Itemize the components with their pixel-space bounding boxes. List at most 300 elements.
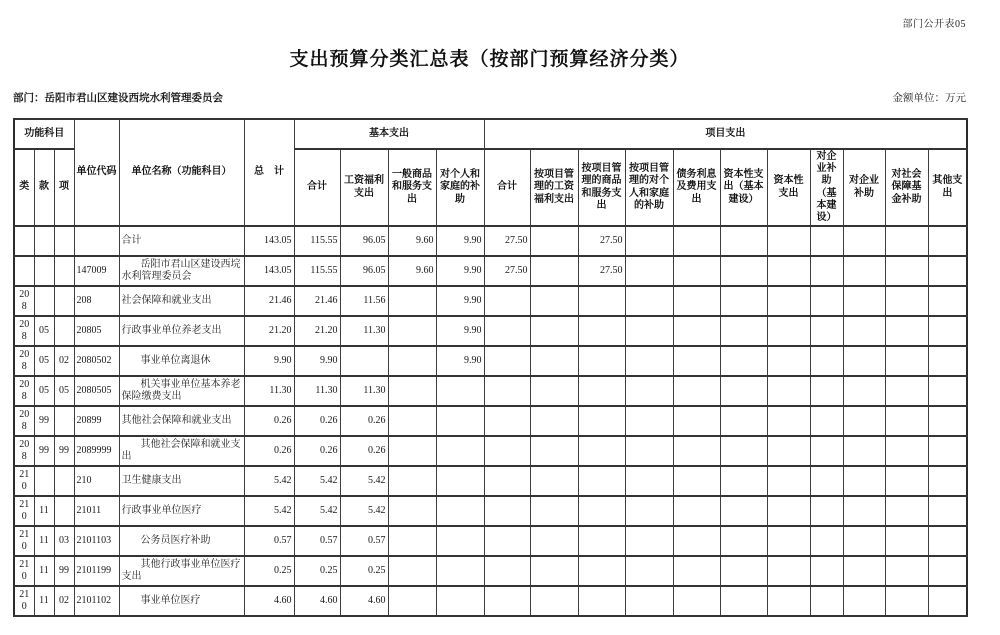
cell-project-goods-services <box>578 466 625 496</box>
cell-xiang: 02 <box>54 346 74 376</box>
cell-project-enterprise-subsidy <box>843 226 885 256</box>
cell-project-enterprise-subsidy-basic-construction <box>810 316 843 346</box>
cell-xiang: 99 <box>54 436 74 466</box>
cell-project-individual-family <box>625 376 673 406</box>
cell-project-individual-family <box>625 256 673 286</box>
cell-project-wage-welfare <box>530 556 578 586</box>
cell-project-subtotal <box>484 286 530 316</box>
cell-project-goods-services <box>578 496 625 526</box>
cell-unit-code: 210 <box>74 466 119 496</box>
cell-project-other <box>928 376 967 406</box>
table-row <box>14 586 967 616</box>
cell-project-capital-basic-construction <box>720 286 767 316</box>
cell-basic-subtotal: 115.55 <box>294 256 340 286</box>
cell-project-wage-welfare <box>530 286 578 316</box>
cell-project-capital-basic-construction <box>720 466 767 496</box>
cell-project-enterprise-subsidy <box>843 586 885 616</box>
cell-project-other <box>928 466 967 496</box>
header-project-expenditure: 项目支出 <box>484 119 967 149</box>
header-basic-wage-welfare: 工资福利支出 <box>340 149 388 226</box>
cell-basic-goods-services <box>388 376 436 406</box>
cell-unit-name: 合计 <box>119 226 244 256</box>
cell-xiang: 02 <box>54 586 74 616</box>
cell-basic-subtotal: 4.60 <box>294 586 340 616</box>
cell-project-wage-welfare <box>530 586 578 616</box>
cell-lei: 208 <box>14 406 34 436</box>
cell-project-other <box>928 226 967 256</box>
cell-project-wage-welfare <box>530 316 578 346</box>
cell-unit-code: 2101103 <box>74 526 119 556</box>
cell-project-enterprise-subsidy <box>843 526 885 556</box>
header-project-individual-family: 按项目管理的对个人和家庭的补助 <box>625 149 673 226</box>
header-basic-goods-services: 一般商品和服务支出 <box>388 149 436 226</box>
cell-project-capital-basic-construction <box>720 406 767 436</box>
cell-basic-wage-welfare: 11.56 <box>340 286 388 316</box>
cell-lei <box>14 256 34 286</box>
cell-project-enterprise-subsidy <box>843 556 885 586</box>
cell-project-goods-services <box>578 586 625 616</box>
cell-project-social-security-fund-subsidy <box>885 496 928 526</box>
cell-basic-individual-family <box>436 496 484 526</box>
cell-basic-wage-welfare: 11.30 <box>340 376 388 406</box>
table-row <box>14 466 967 496</box>
cell-unit-name: 其他社会保障和就业支出 <box>119 436 244 466</box>
cell-lei: 210 <box>14 526 34 556</box>
header-kuan: 款 <box>34 149 54 226</box>
cell-project-capital-basic-construction <box>720 346 767 376</box>
cell-project-individual-family <box>625 316 673 346</box>
header-project-debt-interest: 债务利息及费用支出 <box>673 149 720 226</box>
cell-project-capital <box>767 226 810 256</box>
cell-project-goods-services: 27.50 <box>578 226 625 256</box>
cell-total: 11.30 <box>244 376 294 406</box>
cell-unit-code <box>74 226 119 256</box>
header-functional-subject: 功能科目 <box>14 119 74 149</box>
cell-basic-individual-family: 9.90 <box>436 286 484 316</box>
header-unit-name: 单位名称（功能科目） <box>119 119 244 226</box>
header-project-capital-basic-construction: 资本性支出（基本建设） <box>720 149 767 226</box>
cell-project-other <box>928 316 967 346</box>
cell-basic-individual-family: 9.90 <box>436 346 484 376</box>
cell-project-enterprise-subsidy-basic-construction <box>810 436 843 466</box>
header-grand-total: 总 计 <box>244 119 294 226</box>
cell-project-wage-welfare <box>530 526 578 556</box>
cell-project-wage-welfare <box>530 226 578 256</box>
cell-basic-subtotal: 21.46 <box>294 286 340 316</box>
header-lei: 类 <box>14 149 34 226</box>
cell-project-goods-services <box>578 346 625 376</box>
cell-project-capital <box>767 496 810 526</box>
cell-basic-goods-services <box>388 526 436 556</box>
cell-project-debt-interest <box>673 286 720 316</box>
cell-basic-goods-services <box>388 316 436 346</box>
cell-project-social-security-fund-subsidy <box>885 286 928 316</box>
cell-kuan <box>34 226 54 256</box>
cell-basic-wage-welfare: 5.42 <box>340 496 388 526</box>
cell-project-subtotal: 27.50 <box>484 256 530 286</box>
table-row <box>14 226 967 256</box>
cell-project-capital <box>767 466 810 496</box>
cell-project-capital-basic-construction <box>720 556 767 586</box>
cell-basic-goods-services: 9.60 <box>388 256 436 286</box>
cell-project-enterprise-subsidy-basic-construction <box>810 226 843 256</box>
cell-project-other <box>928 556 967 586</box>
header-xiang: 项 <box>54 149 74 226</box>
cell-project-enterprise-subsidy <box>843 376 885 406</box>
cell-project-social-security-fund-subsidy <box>885 406 928 436</box>
cell-project-subtotal <box>484 316 530 346</box>
cell-project-goods-services <box>578 436 625 466</box>
cell-project-enterprise-subsidy <box>843 496 885 526</box>
cell-kuan: 05 <box>34 316 54 346</box>
cell-project-social-security-fund-subsidy <box>885 466 928 496</box>
cell-basic-individual-family: 9.90 <box>436 226 484 256</box>
cell-kuan <box>34 286 54 316</box>
cell-project-social-security-fund-subsidy <box>885 346 928 376</box>
cell-project-goods-services <box>578 376 625 406</box>
cell-project-debt-interest <box>673 256 720 286</box>
cell-project-social-security-fund-subsidy <box>885 586 928 616</box>
cell-project-capital <box>767 436 810 466</box>
cell-lei: 208 <box>14 346 34 376</box>
cell-project-capital <box>767 376 810 406</box>
cell-project-wage-welfare <box>530 406 578 436</box>
header-project-enterprise-subsidy-basic-construction: 对企业补助（基本建设） <box>810 149 843 226</box>
cell-unit-code: 2101102 <box>74 586 119 616</box>
cell-project-individual-family <box>625 466 673 496</box>
cell-project-enterprise-subsidy-basic-construction <box>810 496 843 526</box>
cell-project-enterprise-subsidy-basic-construction <box>810 256 843 286</box>
cell-basic-wage-welfare: 0.25 <box>340 556 388 586</box>
cell-total: 143.05 <box>244 256 294 286</box>
cell-project-social-security-fund-subsidy <box>885 256 928 286</box>
cell-lei: 210 <box>14 586 34 616</box>
cell-project-goods-services: 27.50 <box>578 256 625 286</box>
cell-project-capital-basic-construction <box>720 256 767 286</box>
cell-basic-subtotal: 0.26 <box>294 406 340 436</box>
cell-basic-subtotal: 21.20 <box>294 316 340 346</box>
cell-unit-name: 行政事业单位医疗 <box>119 496 244 526</box>
cell-total: 143.05 <box>244 226 294 256</box>
cell-project-enterprise-subsidy <box>843 316 885 346</box>
cell-basic-individual-family <box>436 436 484 466</box>
cell-project-capital-basic-construction <box>720 376 767 406</box>
table-row <box>14 346 967 376</box>
cell-project-social-security-fund-subsidy <box>885 556 928 586</box>
cell-project-capital-basic-construction <box>720 526 767 556</box>
cell-unit-name: 公务员医疗补助 <box>119 526 244 556</box>
cell-project-capital <box>767 586 810 616</box>
cell-xiang: 99 <box>54 556 74 586</box>
header-basic-individual-family: 对个人和家庭的补助 <box>436 149 484 226</box>
cell-xiang <box>54 226 74 256</box>
cell-unit-name: 岳阳市君山区建设西垸水利管理委员会 <box>119 256 244 286</box>
header-unit-code: 单位代码 <box>74 119 119 226</box>
cell-project-individual-family <box>625 286 673 316</box>
cell-basic-subtotal: 11.30 <box>294 376 340 406</box>
cell-project-debt-interest <box>673 376 720 406</box>
table-row <box>14 316 967 346</box>
cell-basic-goods-services <box>388 346 436 376</box>
meta-row <box>13 90 966 105</box>
cell-basic-individual-family: 9.90 <box>436 256 484 286</box>
cell-project-subtotal <box>484 346 530 376</box>
cell-basic-individual-family <box>436 376 484 406</box>
cell-project-subtotal: 27.50 <box>484 226 530 256</box>
cell-unit-code: 2080502 <box>74 346 119 376</box>
cell-unit-code: 2101199 <box>74 556 119 586</box>
cell-project-capital <box>767 526 810 556</box>
cell-project-wage-welfare <box>530 496 578 526</box>
table-row <box>14 526 967 556</box>
cell-project-subtotal <box>484 556 530 586</box>
cell-project-capital <box>767 406 810 436</box>
cell-project-other <box>928 256 967 286</box>
cell-xiang <box>54 286 74 316</box>
cell-lei: 210 <box>14 496 34 526</box>
cell-project-capital <box>767 556 810 586</box>
table-row <box>14 406 967 436</box>
cell-unit-code: 20805 <box>74 316 119 346</box>
cell-basic-individual-family <box>436 556 484 586</box>
header-project-other: 其他支出 <box>928 149 967 226</box>
header-project-capital: 资本性支出 <box>767 149 810 226</box>
cell-project-other <box>928 436 967 466</box>
cell-project-capital <box>767 286 810 316</box>
cell-project-other <box>928 586 967 616</box>
cell-basic-individual-family: 9.90 <box>436 316 484 346</box>
cell-project-wage-welfare <box>530 346 578 376</box>
cell-lei: 208 <box>14 316 34 346</box>
cell-project-other <box>928 286 967 316</box>
table-row <box>14 376 967 406</box>
cell-project-subtotal <box>484 586 530 616</box>
cell-project-individual-family <box>625 586 673 616</box>
cell-project-subtotal <box>484 526 530 556</box>
cell-project-individual-family <box>625 496 673 526</box>
cell-total: 0.26 <box>244 436 294 466</box>
cell-project-capital-basic-construction <box>720 226 767 256</box>
cell-total: 9.90 <box>244 346 294 376</box>
cell-total: 21.20 <box>244 316 294 346</box>
cell-project-wage-welfare <box>530 466 578 496</box>
cell-project-social-security-fund-subsidy <box>885 226 928 256</box>
cell-project-debt-interest <box>673 556 720 586</box>
cell-project-other <box>928 496 967 526</box>
cell-basic-goods-services: 9.60 <box>388 226 436 256</box>
cell-basic-goods-services <box>388 286 436 316</box>
cell-project-enterprise-subsidy <box>843 286 885 316</box>
cell-basic-subtotal: 0.57 <box>294 526 340 556</box>
cell-kuan: 99 <box>34 436 54 466</box>
cell-basic-wage-welfare: 0.26 <box>340 436 388 466</box>
header-project-subtotal: 合计 <box>484 149 530 226</box>
cell-kuan: 11 <box>34 586 54 616</box>
cell-basic-wage-welfare: 0.57 <box>340 526 388 556</box>
cell-lei: 208 <box>14 286 34 316</box>
cell-unit-name: 事业单位离退休 <box>119 346 244 376</box>
cell-lei: 210 <box>14 466 34 496</box>
cell-unit-name: 其他社会保障和就业支出 <box>119 406 244 436</box>
cell-project-individual-family <box>625 526 673 556</box>
page-title: 支出预算分类汇总表（按部门预算经济分类） <box>289 49 690 70</box>
cell-basic-subtotal: 0.25 <box>294 556 340 586</box>
cell-project-debt-interest <box>673 406 720 436</box>
cell-basic-wage-welfare: 5.42 <box>340 466 388 496</box>
header-project-goods-services: 按项目管理的商品和服务支出 <box>578 149 625 226</box>
cell-unit-name: 行政事业单位养老支出 <box>119 316 244 346</box>
cell-basic-individual-family <box>436 466 484 496</box>
cell-project-debt-interest <box>673 586 720 616</box>
table-row <box>14 556 967 586</box>
cell-basic-individual-family <box>436 406 484 436</box>
cell-unit-name: 机关事业单位基本养老保险缴费支出 <box>119 376 244 406</box>
cell-project-social-security-fund-subsidy <box>885 376 928 406</box>
cell-basic-goods-services <box>388 586 436 616</box>
cell-project-wage-welfare <box>530 436 578 466</box>
cell-project-debt-interest <box>673 466 720 496</box>
cell-project-capital-basic-construction <box>720 496 767 526</box>
cell-project-social-security-fund-subsidy <box>885 436 928 466</box>
cell-xiang: 05 <box>54 376 74 406</box>
cell-kuan <box>34 256 54 286</box>
cell-project-enterprise-subsidy <box>843 406 885 436</box>
cell-xiang <box>54 256 74 286</box>
cell-total: 0.57 <box>244 526 294 556</box>
cell-project-subtotal <box>484 496 530 526</box>
cell-project-other <box>928 346 967 376</box>
cell-project-capital-basic-construction <box>720 436 767 466</box>
cell-basic-wage-welfare: 11.30 <box>340 316 388 346</box>
cell-basic-goods-services <box>388 466 436 496</box>
cell-project-goods-services <box>578 316 625 346</box>
cell-project-capital <box>767 316 810 346</box>
cell-unit-name: 卫生健康支出 <box>119 466 244 496</box>
cell-kuan <box>34 466 54 496</box>
cell-project-goods-services <box>578 556 625 586</box>
cell-unit-name: 事业单位医疗 <box>119 586 244 616</box>
cell-basic-goods-services <box>388 556 436 586</box>
cell-basic-wage-welfare: 96.05 <box>340 256 388 286</box>
cell-kuan: 11 <box>34 556 54 586</box>
cell-project-debt-interest <box>673 526 720 556</box>
cell-basic-subtotal: 5.42 <box>294 466 340 496</box>
cell-total: 4.60 <box>244 586 294 616</box>
cell-basic-wage-welfare <box>340 346 388 376</box>
cell-project-enterprise-subsidy <box>843 436 885 466</box>
cell-project-subtotal <box>484 466 530 496</box>
cell-basic-goods-services <box>388 436 436 466</box>
cell-project-enterprise-subsidy <box>843 346 885 376</box>
cell-xiang <box>54 496 74 526</box>
cell-project-enterprise-subsidy-basic-construction <box>810 526 843 556</box>
cell-project-debt-interest <box>673 496 720 526</box>
cell-kuan: 11 <box>34 526 54 556</box>
cell-kuan: 05 <box>34 346 54 376</box>
cell-basic-subtotal: 5.42 <box>294 496 340 526</box>
cell-unit-code: 2089999 <box>74 436 119 466</box>
cell-unit-code: 21011 <box>74 496 119 526</box>
header-project-wage-welfare: 按项目管理的工资福利支出 <box>530 149 578 226</box>
cell-basic-individual-family <box>436 526 484 556</box>
cell-total: 0.25 <box>244 556 294 586</box>
cell-project-capital <box>767 346 810 376</box>
cell-xiang: 03 <box>54 526 74 556</box>
cell-basic-wage-welfare: 0.26 <box>340 406 388 436</box>
cell-project-enterprise-subsidy <box>843 466 885 496</box>
cell-project-individual-family <box>625 556 673 586</box>
table-row <box>14 286 967 316</box>
doc-label: 部门公开表05 <box>902 19 966 30</box>
cell-project-capital-basic-construction <box>720 586 767 616</box>
cell-lei: 208 <box>14 436 34 466</box>
cell-xiang <box>54 406 74 436</box>
header-basic-expenditure: 基本支出 <box>294 119 484 149</box>
table-row <box>14 496 967 526</box>
cell-project-enterprise-subsidy-basic-construction <box>810 586 843 616</box>
amount-unit-label: 金额单位：万元 <box>892 93 966 104</box>
cell-project-debt-interest <box>673 436 720 466</box>
cell-project-debt-interest <box>673 226 720 256</box>
cell-project-enterprise-subsidy-basic-construction <box>810 406 843 436</box>
cell-project-wage-welfare <box>530 376 578 406</box>
cell-basic-individual-family <box>436 586 484 616</box>
cell-project-capital <box>767 256 810 286</box>
cell-unit-code: 2080505 <box>74 376 119 406</box>
cell-unit-name: 其他行政事业单位医疗支出 <box>119 556 244 586</box>
table-row <box>14 436 967 466</box>
cell-project-subtotal <box>484 376 530 406</box>
header-project-social-security-fund-subsidy: 对社会保障基金补助 <box>885 149 928 226</box>
cell-project-individual-family <box>625 346 673 376</box>
cell-basic-subtotal: 9.90 <box>294 346 340 376</box>
cell-total: 5.42 <box>244 496 294 526</box>
cell-project-goods-services <box>578 526 625 556</box>
cell-project-subtotal <box>484 406 530 436</box>
cell-project-enterprise-subsidy-basic-construction <box>810 346 843 376</box>
table-row <box>14 256 967 286</box>
cell-project-enterprise-subsidy <box>843 256 885 286</box>
cell-basic-wage-welfare: 4.60 <box>340 586 388 616</box>
cell-basic-goods-services <box>388 406 436 436</box>
cell-project-enterprise-subsidy-basic-construction <box>810 466 843 496</box>
cell-kuan: 05 <box>34 376 54 406</box>
cell-project-capital-basic-construction <box>720 316 767 346</box>
cell-total: 21.46 <box>244 286 294 316</box>
cell-project-other <box>928 406 967 436</box>
cell-basic-wage-welfare: 96.05 <box>340 226 388 256</box>
cell-lei: 210 <box>14 556 34 586</box>
cell-project-enterprise-subsidy-basic-construction <box>810 376 843 406</box>
cell-unit-name: 社会保障和就业支出 <box>119 286 244 316</box>
cell-project-enterprise-subsidy-basic-construction <box>810 556 843 586</box>
cell-kuan: 11 <box>34 496 54 526</box>
cell-lei: 208 <box>14 376 34 406</box>
cell-project-individual-family <box>625 406 673 436</box>
cell-project-enterprise-subsidy-basic-construction <box>810 286 843 316</box>
cell-project-individual-family <box>625 226 673 256</box>
header-basic-subtotal: 合计 <box>294 149 340 226</box>
cell-kuan: 99 <box>34 406 54 436</box>
budget-table <box>13 118 968 617</box>
cell-unit-code: 147009 <box>74 256 119 286</box>
cell-project-other <box>928 526 967 556</box>
cell-xiang <box>54 316 74 346</box>
cell-unit-code: 20899 <box>74 406 119 436</box>
cell-basic-goods-services <box>388 496 436 526</box>
cell-xiang <box>54 466 74 496</box>
department-label: 部门：岳阳市君山区建设西垸水利管理委员会 <box>13 93 223 104</box>
